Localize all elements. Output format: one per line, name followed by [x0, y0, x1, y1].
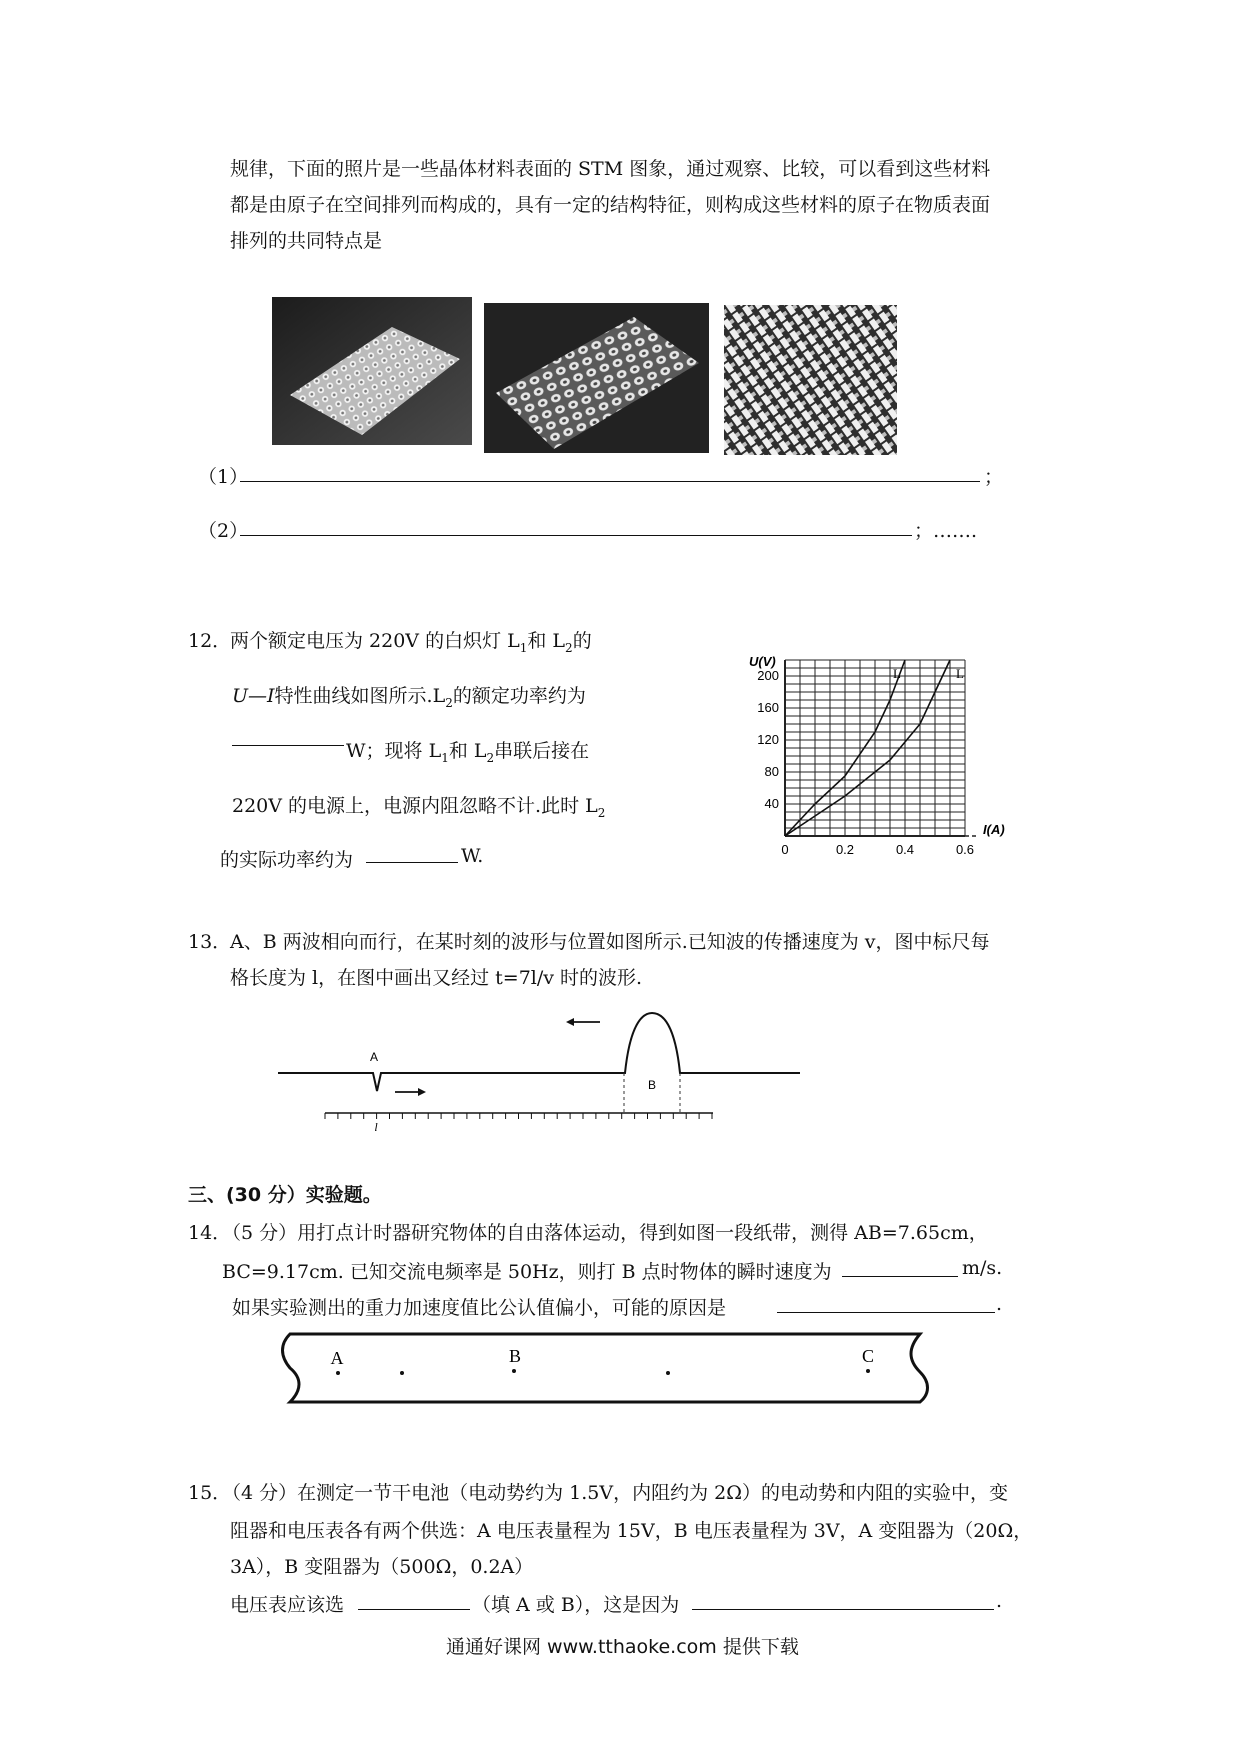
- y-tick-label: 120: [757, 732, 779, 747]
- x-axis-label: I(A): [983, 822, 1005, 837]
- tape-label-a: A: [330, 1348, 344, 1368]
- q15-line-3: 3A），B 变阻器为（500Ω，0.2A）: [230, 1556, 534, 1578]
- answer-1-label: （1）: [198, 466, 249, 488]
- q14-blank-2[interactable]: [777, 1312, 995, 1313]
- q15-number: 15．: [188, 1482, 232, 1504]
- q14-line-2: BC=9.17cm. 已知交流电频率是 50Hz，则打 B 点时物体的瞬时速度为: [222, 1261, 832, 1283]
- ruler-l-label: l: [374, 1120, 378, 1134]
- q12-line-3: W；现将 $L_1$和 $L_2$串联后接在: [346, 740, 590, 765]
- paper-tape: [280, 1328, 930, 1408]
- x-tick-label: 0.4: [895, 842, 915, 857]
- y-tick-label: 80: [764, 764, 779, 779]
- y-axis-label: U(V): [749, 654, 776, 669]
- q13-number: 13．: [188, 931, 232, 953]
- x-tick-label: 0.6: [955, 842, 975, 857]
- wave-a-label: A: [369, 1050, 379, 1064]
- answer-2-end: ；…….: [914, 520, 978, 542]
- q14-line-2-unit: m/s.: [962, 1257, 1003, 1279]
- q15-line-2: 阻器和电压表各有两个供选：A 电压表量程为 15V，B 电压表量程为 3V，A 变阻器为（20Ω，: [230, 1520, 1033, 1542]
- q14-line-1: （5 分）用打点计时器研究物体的自由落体运动，得到如图一段纸带，测得 AB=7.65cm，: [222, 1222, 988, 1244]
- x-tick-label: 0: [781, 842, 789, 857]
- q12-blank-2[interactable]: [366, 862, 458, 863]
- chart-grid: [785, 660, 979, 836]
- wave-b-label: B: [647, 1078, 657, 1092]
- tape-dot-1: [400, 1371, 404, 1375]
- page-footer: 通通好课网 www.tthaoke.com 提供下载: [446, 1636, 799, 1658]
- q15-line-4-b: （填 A 或 B），这是因为: [472, 1594, 680, 1616]
- answer-1-end: ；: [984, 466, 1004, 488]
- q12-blank-1[interactable]: [232, 745, 344, 746]
- q15-line-4-end: .: [996, 1590, 1003, 1612]
- intro-line-1: 规律，下面的照片是一些晶体材料表面的 STM 图象，通过观察、比较，可以看到这些材料: [230, 158, 991, 180]
- x-tick-label: 0.2: [835, 842, 855, 857]
- tape-dot-b: [512, 1369, 516, 1373]
- intro-line-2: 都是由原子在空间排列而构成的，具有一定的结构特征，则构成这些材料的原子在物质表面: [230, 194, 991, 216]
- answer-2-blank[interactable]: [240, 535, 912, 536]
- q12-line-1: 两个额定电压为 220V 的白炽灯 $L_1$和 $L_2$的: [230, 630, 592, 655]
- intro-line-3: 排列的共同特点是: [230, 230, 383, 252]
- answer-1-blank[interactable]: [240, 481, 980, 482]
- tape-dot-2: [666, 1371, 670, 1375]
- q12-number: 12．: [188, 630, 232, 652]
- q12-line-5-unit: W.: [461, 845, 484, 867]
- ruler-ticks: [325, 1113, 712, 1119]
- tape-dot-a: [336, 1371, 340, 1375]
- y-tick-label: 200: [757, 668, 779, 683]
- q15-blank-2[interactable]: [692, 1609, 994, 1610]
- series-label-l1: L: [893, 666, 901, 681]
- q15-line-1: （4 分）在测定一节干电池（电动势约为 1.5V，内阻约为 2Ω）的电动势和内阻的实验中，变: [222, 1482, 1008, 1504]
- y-tick-label: 160: [757, 700, 779, 715]
- tape-label-c: C: [861, 1346, 875, 1366]
- tape-label-b: B: [508, 1346, 522, 1366]
- ui-chart: [725, 652, 1025, 872]
- section-3-heading: 三、(30 分）实验题。: [188, 1184, 382, 1206]
- tape-dot-c: [866, 1369, 870, 1373]
- q12-line-5-label: 的实际功率约为: [220, 849, 354, 871]
- q14-line-3-end: .: [996, 1293, 1003, 1315]
- wave-a-line: [278, 1073, 620, 1091]
- stm-photo-3: [724, 305, 897, 455]
- answer-2-label: （2）: [198, 520, 249, 542]
- q12-line-2: U—I特性曲线如图所示$.L_2$的额定功率约为: [232, 685, 586, 710]
- wave-diagram: [270, 1005, 810, 1135]
- q14-line-3: 如果实验测出的重力加速度值比公认值偏小，可能的原因是: [232, 1297, 727, 1319]
- q14-blank-1[interactable]: [842, 1276, 958, 1277]
- q14-number: 14．: [188, 1222, 232, 1244]
- q13-line-1: A、B 两波相向而行，在某时刻的波形与位置如图所示.已知波的传播速度为 v，图中标尺每: [230, 931, 990, 953]
- q15-blank-1[interactable]: [358, 1609, 470, 1610]
- q12-line-4: 220V 的电源上，电源内阻忽略不计.此时 $L_2$: [232, 795, 606, 820]
- y-tick-label: 40: [764, 796, 779, 811]
- q15-line-4-a: 电压表应该选: [230, 1594, 345, 1616]
- stm-photo-2: [484, 303, 709, 453]
- q13-line-2: 格长度为 l，在图中画出又经过 t=7l/v 时的波形.: [230, 967, 643, 989]
- wave-b-line: [620, 1013, 800, 1073]
- stm-photo-1: [272, 297, 472, 445]
- series-label-l2: L: [956, 666, 964, 681]
